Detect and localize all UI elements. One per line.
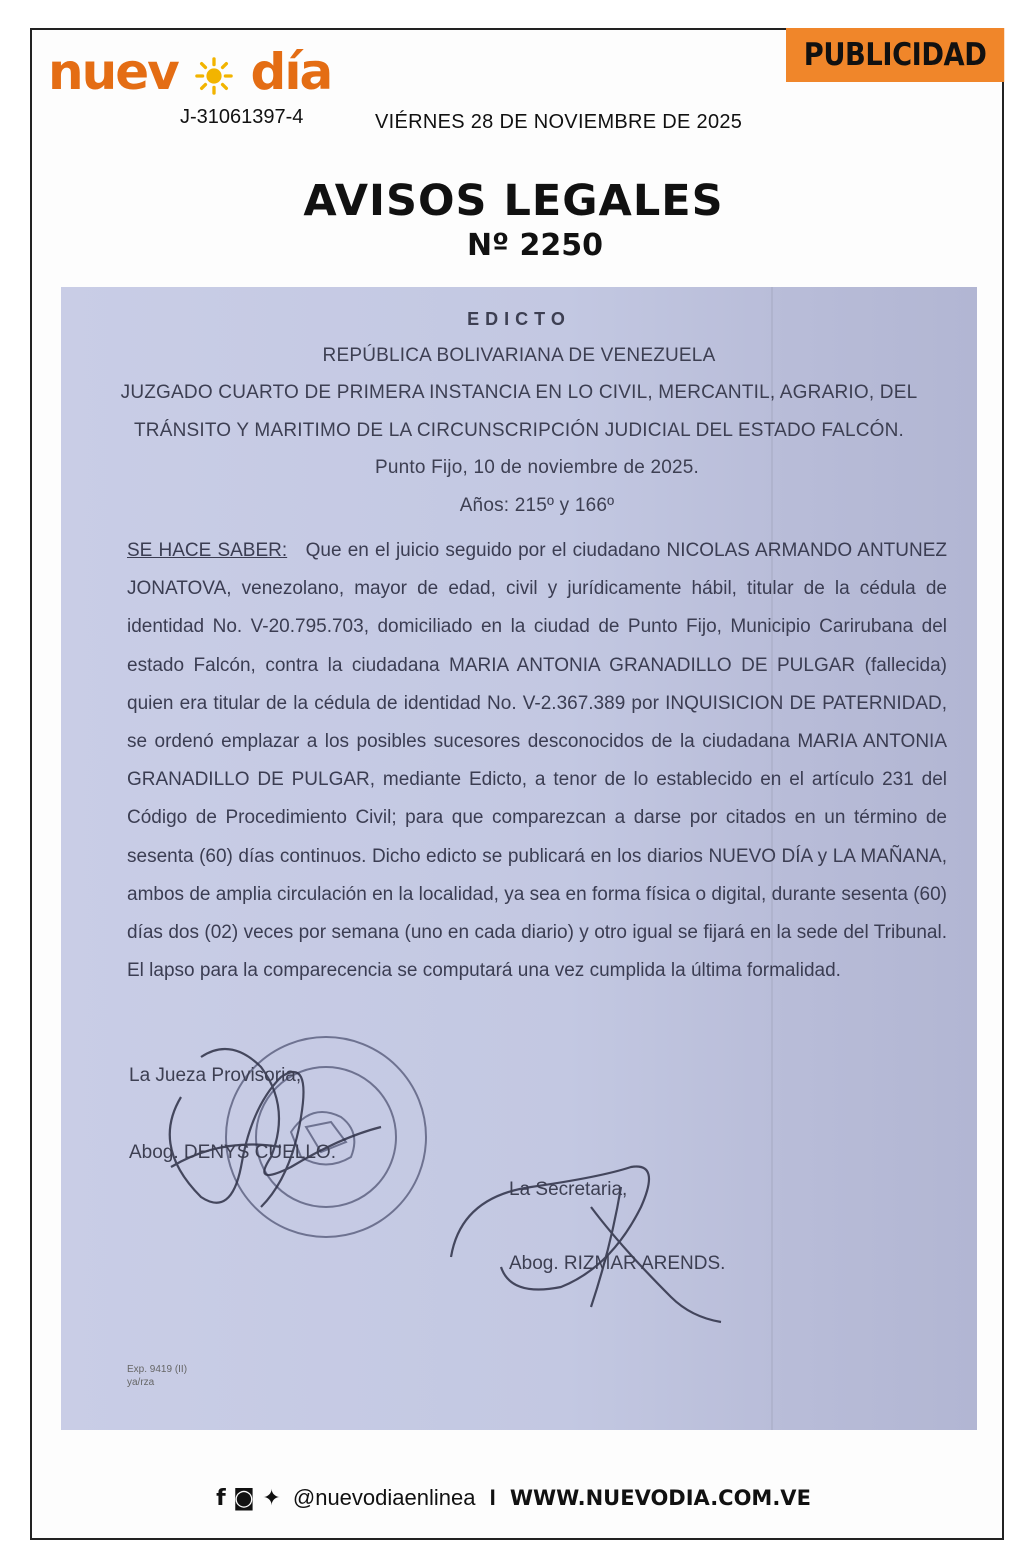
footer-separator: I xyxy=(489,1485,496,1510)
court-line-2: TRÁNSITO Y MARITIMO DE LA CIRCUNSCRIPCIÓN JUDICIAL DEL ESTADO FALCÓN. xyxy=(133,420,905,441)
file-number: Exp. 9419 (II) xyxy=(127,1364,188,1375)
logo-text-part-1: nuev xyxy=(48,43,178,101)
years-line: Años: 215º y 166º xyxy=(459,495,615,516)
edict-body xyxy=(127,532,947,990)
social-handle: @nuevodiaenlinea xyxy=(292,1485,476,1510)
website-url: WWW.NUEVODIA.COM.VE xyxy=(509,1486,811,1510)
issue-date: VIÉRNES 28 DE NOVIEMBRE DE 2025 xyxy=(375,111,743,133)
secretary-name: Abog. RIZMAR ARENDS. xyxy=(509,1253,726,1274)
sun-icon xyxy=(195,57,233,95)
section-title: AVISOS LEGALES xyxy=(303,176,724,226)
secretary-signature xyxy=(441,1147,741,1327)
republic-line: REPÚBLICA BOLIVARIANA DE VENEZUELA xyxy=(322,345,716,366)
edict-lead: SE HACE SABER: xyxy=(127,540,288,561)
logo-wordmark xyxy=(48,43,332,101)
file-reference xyxy=(127,1363,187,1389)
judge-name: Abog. DENYS CUELLO. xyxy=(129,1142,336,1163)
edict-body-text: Que en el juicio seguido por el ciudadano NICOLAS ARMANDO ANTUNEZ JONATOVA, venezolano, mayor de edad, civil y jurídicamente hábil, titular de la cédula de identidad No. V-20.795.703, domiciliado en la ciudad de Punto Fijo, Municipio Carirubana del estado Falcón, contra la ciudadana MARIA ANTONIA GRANADILLO DE PULGAR (fallecida) quien era titular de la cédula de identidad No. V-2.367.389 por INQUISICION DE PATERNIDAD, se ordenó emplazar a los posibles sucesores desconocidos de la ciudadana MARIA ANTONIA GRANADILLO DE PULGAR, mediante Edicto, a tenor de lo establecido en el artículo 231 del Código de Procedimiento Civil; para que comparezcan a darse por citados en un término de sesenta (60) días continuos. Dicho edicto se publicará en los diarios NUEVO DÍA y LA MAÑANA, ambos de amplia circulación en la localidad, ya sea en forma física o digital, durante sesenta (60) días dos (02) veces por semana (uno en cada diario) y otro igual se fijará en la sede del Tribunal. El lapso para la comparecencia se computará una vez cumplida la última formalidad. xyxy=(127,540,947,982)
logo-text-part-2: día xyxy=(250,43,332,101)
newspaper-logo xyxy=(48,44,331,100)
edict-document xyxy=(61,287,977,1430)
judge-label: La Jueza Provisoria, xyxy=(129,1065,302,1086)
secretary-label: La Secretaria, xyxy=(509,1179,628,1200)
issue-number: Nº 2250 xyxy=(467,228,603,263)
advertising-badge: PUBLICIDAD xyxy=(786,28,1004,82)
judge-signature xyxy=(141,1017,401,1227)
court-line-1: JUZGADO CUARTO DE PRIMERA INSTANCIA EN LO CIVIL, MERCANTIL, AGRARIO, DEL xyxy=(120,382,918,403)
edict-title: EDICTO xyxy=(467,309,571,329)
place-date: Punto Fijo, 10 de noviembre de 2025. xyxy=(374,457,700,478)
footer xyxy=(0,1485,1027,1511)
social-media-icons: f ◙ ✦ xyxy=(216,1486,281,1511)
file-initials: ya/rza xyxy=(127,1377,155,1388)
tax-id: J-31061397-4 xyxy=(180,106,304,128)
